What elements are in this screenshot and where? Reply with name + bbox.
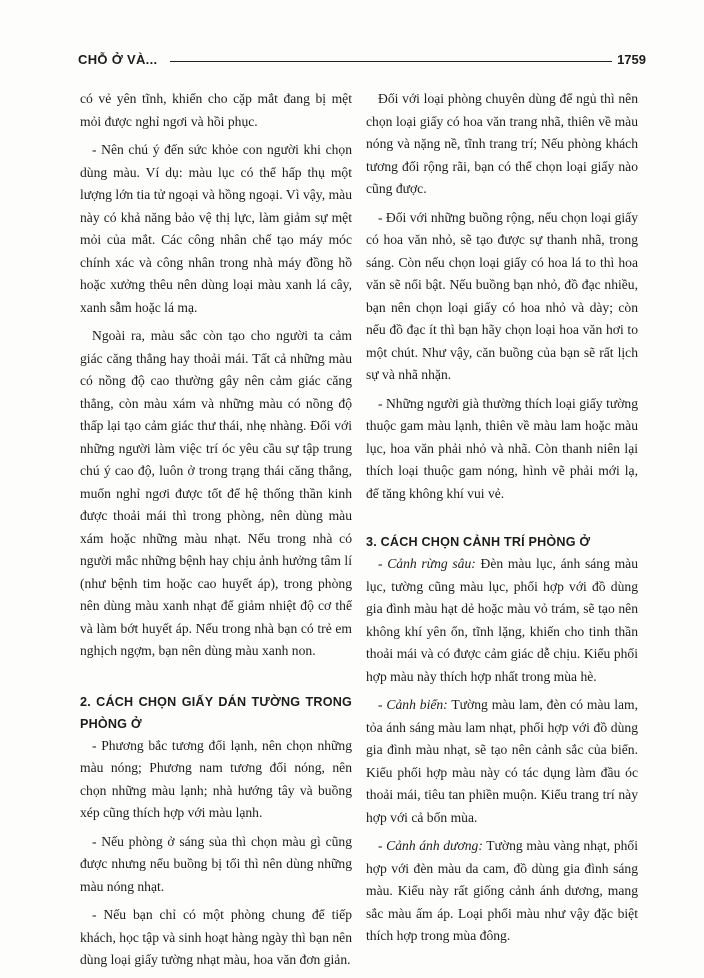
paragraph-lead: Cảnh biển: bbox=[386, 697, 448, 712]
paragraph: có vẻ yên tĩnh, khiến cho cặp mắt đang bị mệt mỏi được nghỉ ngơi và hồi phục. bbox=[80, 91, 352, 129]
left-column bbox=[80, 88, 352, 978]
section-heading-3: 3. CÁCH CHỌN CẢNH TRÍ PHÒNG Ở bbox=[366, 535, 591, 549]
page-number: 1759 bbox=[617, 52, 646, 67]
paragraph: - Cảnh biển: Tường màu lam, đèn có màu lam, tỏa ánh sáng màu lam nhạt, phối hợp với đồ dùng gia đình màu nhạt, sẽ tạo nên cảnh sắc của biển. Kiểu phối hợp màu này có tác dụng làm đầu óc thoải mái, tiêu tan phiền muộn. Kiểu trang trí này hợp với cả bốn mùa. bbox=[366, 697, 638, 825]
running-title: CHỖ Ở VÀ... bbox=[78, 52, 158, 67]
paragraph: - Phương bắc tương đối lạnh, nên chọn những màu nóng; Phương nam tương đối nóng, nên chọn những màu lạnh; nhà hướng tây và buồng xép cũng thích hợp với màu lạnh. bbox=[80, 737, 352, 820]
page-header bbox=[78, 52, 646, 72]
paragraph-text: Tường màu lam, đèn có màu lam, tỏa ánh sáng màu lam nhạt, phối hợp với đồ dùng gia đình màu nhạt, sẽ tạo nên cảnh sắc của biển. Kiểu phối hợp màu này có tác dụng làm đầu óc thoải mái, tiêu tan phiền muộn. Kiểu trang trí này hợp với cả bốn mùa. bbox=[366, 697, 638, 825]
paragraph-text: Đèn màu lục, ánh sáng màu lục, tường cũng màu lục, phối hợp với đồ dùng gia đình màu hạt dẻ hoặc màu vỏ trám, sẽ tạo nên không khí yên ổn, tĩnh lặng, khiến cho tinh thần thoải mái và có được cảm giác dễ chịu. Kiểu phối hợp màu này thích hợp nhất trong mùa hè. bbox=[366, 556, 638, 684]
right-column bbox=[366, 88, 638, 954]
paragraph: Đối với loại phòng chuyên dùng để ngủ thì nên chọn loại giấy có hoa văn trang nhã, thiên về màu nóng và nặng nề, tĩnh trang trí; Nếu phòng khách tương đối rộng rãi, bạn có thể chọn loại giấy nào cũng được. bbox=[366, 91, 638, 196]
paragraph-lead: Cảnh rừng sâu: bbox=[387, 556, 476, 571]
paragraph: Ngoài ra, màu sắc còn tạo cho người ta cảm giác căng thẳng hay thoải mái. Tất cả những màu có nồng độ cao thường gây nên cảm giác căng thẳng, còn màu xám và những màu có nồng độ thấp lại tạo cảm giác thư thái, nhẹ nhàng. Đối với những người làm việc trí óc yêu cầu sự tập trung chú ý cao độ, luôn ở trong trạng thái căng thẳng, muốn nghỉ ngơi được tốt để hệ thống thần kinh được thoải mái thì trong phòng, nên dùng màu xám hoặc những màu nhạt. Nếu trong nhà có người mắc những bệnh hay chịu ảnh hưởng tâm lí (như bệnh tim hoặc cao huyết áp), trong phòng nên dùng màu xanh nhạt để giảm nhiệt độ cơ thể và làm bớt huyết áp. Nếu trong nhà bạn có trẻ em nghịch ngợm, bạn nên dùng màu xanh non. bbox=[80, 328, 352, 658]
paragraph: - Cảnh ánh dương: Tường màu vàng nhạt, phối hợp với đèn màu da cam, đồ dùng gia đình sáng màu. Kiểu này rất giống cảnh ánh dương, mang sắc màu ấm áp. Loại phối màu như vậy đặc biệt thích hợp trong mùa đông. bbox=[366, 838, 638, 943]
paragraph-lead: Cảnh ánh dương: bbox=[386, 838, 483, 853]
paragraph: - Cảnh rừng sâu: Đèn màu lục, ánh sáng màu lục, tường cũng màu lục, phối hợp với đồ dùng gia đình màu hạt dẻ hoặc màu vỏ trám, sẽ tạo nên không khí yên ổn, tĩnh lặng, khiến cho tinh thần thoải mái và có được cảm giác dễ chịu. Kiểu phối hợp màu này thích hợp nhất trong mùa hè. bbox=[366, 556, 638, 684]
paragraph: - Nếu phòng ở sáng sủa thì chọn màu gì cũng được nhưng nếu buồng bị tối thì nên dùng những màu nóng nhạt. bbox=[80, 833, 352, 894]
paragraph: - Nên chú ý đến sức khỏe con người khi chọn dùng màu. Ví dụ: màu lục có thể hấp thụ một lượng lớn tia tử ngoại và hồng ngoại. Vì vậy, màu này có khả năng bảo vệ thị lực, làm giảm sự mệt mỏi của mắt. Các công nhân chế tạo máy móc chính xác và công nhân trong nhà máy đồng hồ hoặc xưởng thêu nên dùng loại màu xanh lá cây, xanh sẫm hoặc lá mạ. bbox=[80, 142, 352, 315]
paragraph: - Nếu bạn chỉ có một phòng chung để tiếp khách, học tập và sinh hoạt hàng ngày thì bạn nên dùng loại giấy tường nhạt màu, hoa văn đơn giản. bbox=[80, 907, 352, 967]
paragraph: - Những người già thường thích loại giấy tường thuộc gam màu lạnh, thiên về màu lam hoặc màu lục, hoa văn phải nhỏ và nhã. Còn thanh niên lại thích loại thuộc gam nóng, hình vẽ phải mới lạ, để tăng không khí vui vẻ. bbox=[366, 395, 638, 501]
paragraph: - Đối với những buồng rộng, nếu chọn loại giấy có hoa văn nhỏ, sẽ tạo được sự thanh nhã, trong sáng. Còn nếu chọn loại giấy có hoa lá to thì hoa văn sẽ nổi bật. Nếu buồng bạn nhỏ, đồ đạc nhiều, bạn nên chọn loại giấy có hoa nhỏ và dày; còn nếu đồ đạc ít thì bạn hãy chọn loại hoa văn hơi to một chút. Như vậy, căn buồng của bạn sẽ rất lịch sự và nhã nhặn. bbox=[366, 209, 638, 382]
header-rule bbox=[170, 61, 612, 62]
paragraph-text: Tường màu vàng nhạt, phối hợp với đèn màu da cam, đồ dùng gia đình sáng màu. Kiểu này rất giống cảnh ánh dương, mang sắc màu ấm áp. Loại phối màu như vậy đặc biệt thích hợp trong mùa đông. bbox=[366, 838, 638, 943]
section-heading-2: 2. CÁCH CHỌN GIẤY DÁN TƯỜNG TRONG PHÒNG Ở bbox=[80, 694, 352, 731]
